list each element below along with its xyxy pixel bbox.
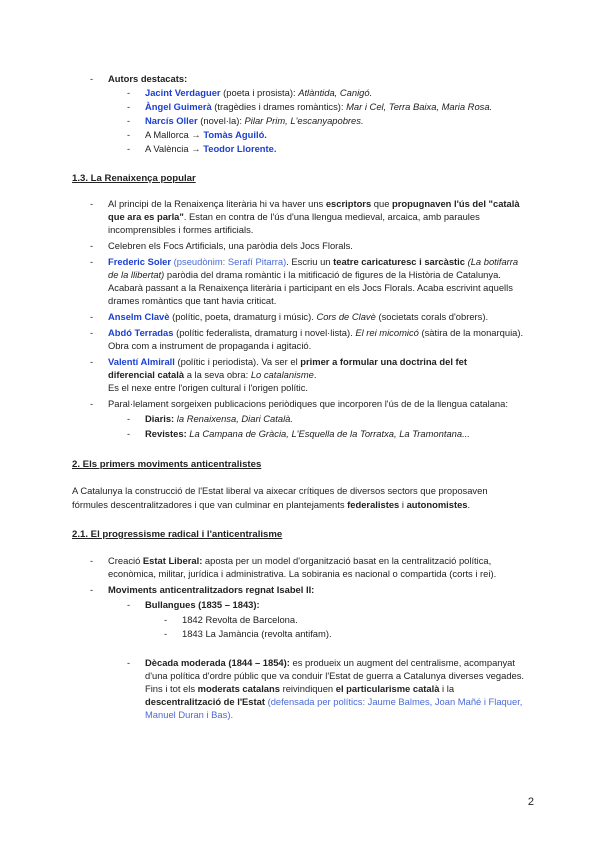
sub-item-diaris: Diaris: la Renaixensa, Diari Català.	[145, 413, 293, 424]
author-llorente: A València → Teodor Llorente.	[145, 143, 277, 154]
author-oller: Narcís Oller (novel·la): Pilar Prim, L'escanyapobres.	[145, 115, 364, 126]
paragraph-line: drames romàntics que tant havia criticat.	[108, 295, 277, 306]
sub-item-revistes: Revistes: La Campana de Gràcia, L'Esquella de la Torratxa, La Tramontana...	[145, 428, 470, 439]
author-verdaguer: Jacint Verdaguer (poeta i prosista): Atlàntida, Canigó.	[145, 87, 373, 98]
author-name: Abdó Terradas	[108, 327, 174, 338]
bullet-dash: -	[90, 398, 94, 409]
sub-item-bullangues: Bullangues (1835 – 1843):	[145, 599, 260, 610]
author-name: Anselm Clavè	[108, 311, 170, 322]
paragraph-line: Moviments anticentralitzadors regnat Isabel II:	[108, 584, 315, 595]
author-name: Teodor Llorente.	[203, 143, 277, 154]
bullet-dash: -	[127, 101, 131, 112]
author-name: Frederic Soler	[108, 256, 172, 267]
sub-sub-item: 1843 La Jamància (revolta antifam).	[182, 628, 332, 639]
author-name: Narcís Oller	[145, 115, 198, 126]
page-number: 2	[527, 796, 534, 808]
paragraph-line: fórmules descentralitzadores i que van culminar en plantejaments federalistes i autonomistes.	[72, 499, 471, 510]
paragraph-line: Creació Estat Liberal: aposta per un model d'organització basat en la centralització política,	[108, 555, 492, 566]
author-name: Àngel Guimerà	[145, 101, 212, 112]
author-name: Valentí Almirall	[108, 356, 175, 367]
bullet-dash: -	[90, 327, 94, 338]
paragraph-line: Obra com a instrument de propaganda i agitació.	[108, 340, 312, 351]
author-aguilo: A Mallorca → Tomàs Aguiló.	[145, 129, 267, 140]
paragraph-line: diferencial català a la seva obra: Lo catalanisme.	[108, 369, 317, 380]
bullet-dash: -	[90, 356, 94, 367]
bullet-dash: -	[127, 115, 131, 126]
author-name: Jacint Verdaguer	[145, 87, 221, 98]
paragraph-line: Es el nexe entre l'origen cultural i l'origen polític.	[108, 382, 309, 393]
bullet-dash: -	[127, 413, 131, 424]
bullet-dash: -	[90, 256, 94, 267]
bullet-dash: -	[127, 428, 131, 439]
author-name: Tomàs Aguiló.	[203, 129, 267, 140]
bullet-dash: -	[90, 584, 94, 595]
paragraph-line: econòmica, militar, jurídica i administrativa. La sobirania es nacional o compartida (corts i rei).	[108, 568, 497, 579]
paragraph-line: Paral·lelament sorgeixen publicacions periòdiques que incorporen l'ús de de la llengua catalana:	[108, 398, 508, 409]
section-heading-2-1: 2.1. El progressisme radical i l'anticentralisme	[72, 529, 283, 540]
paragraph-line: Celebren els Focs Artificials, una paròdia dels Jocs Florals.	[108, 240, 353, 251]
paragraph-line: A Catalunya la construcció de l'Estat liberal va aixecar crítiques de diversos sectors que proposaven	[72, 485, 488, 496]
sub-sub-item: 1842 Revolta de Barcelona.	[182, 614, 298, 625]
bullet-dash: -	[127, 87, 131, 98]
paragraph-line: Abdó Terradas (polític federalista, dramaturg i novel·lista). El rei micomicó (sàtira de la monarquia).	[108, 327, 524, 338]
bullet-dash: -	[127, 599, 131, 610]
paragraph-line: incomprensibles i formes artificials.	[108, 224, 254, 235]
section-heading-1-3: 1.3. La Renaixença popular	[72, 173, 196, 184]
paragraph-line: de la llibertat) paròdia del drama romàntic i la mitificació de figures de la Història de Catalunya.	[108, 269, 501, 280]
paragraph-line: Dècada moderada (1844 – 1854): es produeix un augment del centralisme, acompanyat	[145, 657, 516, 668]
paragraph-line: Al principi de la Renaixença literària hi va haver uns escriptors que propugnaven l'ús del "català	[108, 198, 520, 209]
paragraph-line: Frederic Soler (pseudònim: Serafí Pitarra). Escriu un teatre caricaturesc i sarcàstic (La botifarra	[108, 256, 519, 267]
paragraph-line: Anselm Clavè (polític, poeta, dramaturg i músic). Cors de Clavè (societats corals d'obrers).	[108, 311, 489, 322]
bullet-dash: -	[90, 73, 94, 84]
bullet-dash: -	[90, 198, 94, 209]
autors-title: Autors destacats:	[108, 73, 188, 84]
bullet-dash: -	[164, 614, 168, 625]
paragraph-line: Fins i tot els moderats catalans reivindiquen el particularisme català i la	[145, 683, 455, 694]
paragraph-line: d'una política d'ordre públic que va conduir l'Estat de guerra a Catalunya diverses vegades.	[145, 670, 525, 681]
bullet-dash: -	[90, 311, 94, 322]
author-guimera: Àngel Guimerà (tragèdies i drames romàntics): Mar i Cel, Terra Baixa, Maria Rosa.	[145, 101, 493, 112]
bullet-dash: -	[164, 628, 168, 639]
paragraph-line: que ara es parla". Estan en contra de l'ús d'una llengua medieval, arcaica, amb paraules	[108, 211, 480, 222]
paragraph-line: descentralització de l'Estat (defensada per polítics: Jaume Balmes, Joan Mañé i Flaquer,	[145, 696, 523, 707]
bullet-dash: -	[127, 657, 131, 668]
bullet-dash: -	[90, 555, 94, 566]
section-heading-2: 2. Els primers moviments anticentralistes	[72, 459, 262, 470]
paragraph-line: Valentí Almirall (polític i periodista). Va ser el primer a formular una doctrina del fet	[108, 356, 467, 367]
bullet-dash: -	[127, 129, 131, 140]
bullet-dash: -	[127, 143, 131, 154]
paragraph-line: Manuel Duran i Bas).	[145, 709, 234, 720]
bullet-dash: -	[90, 240, 94, 251]
paragraph-line: Acabarà passant a la Renaixença literària i participant en els Jocs Florals. Acaba escrivint aquells	[108, 282, 513, 293]
